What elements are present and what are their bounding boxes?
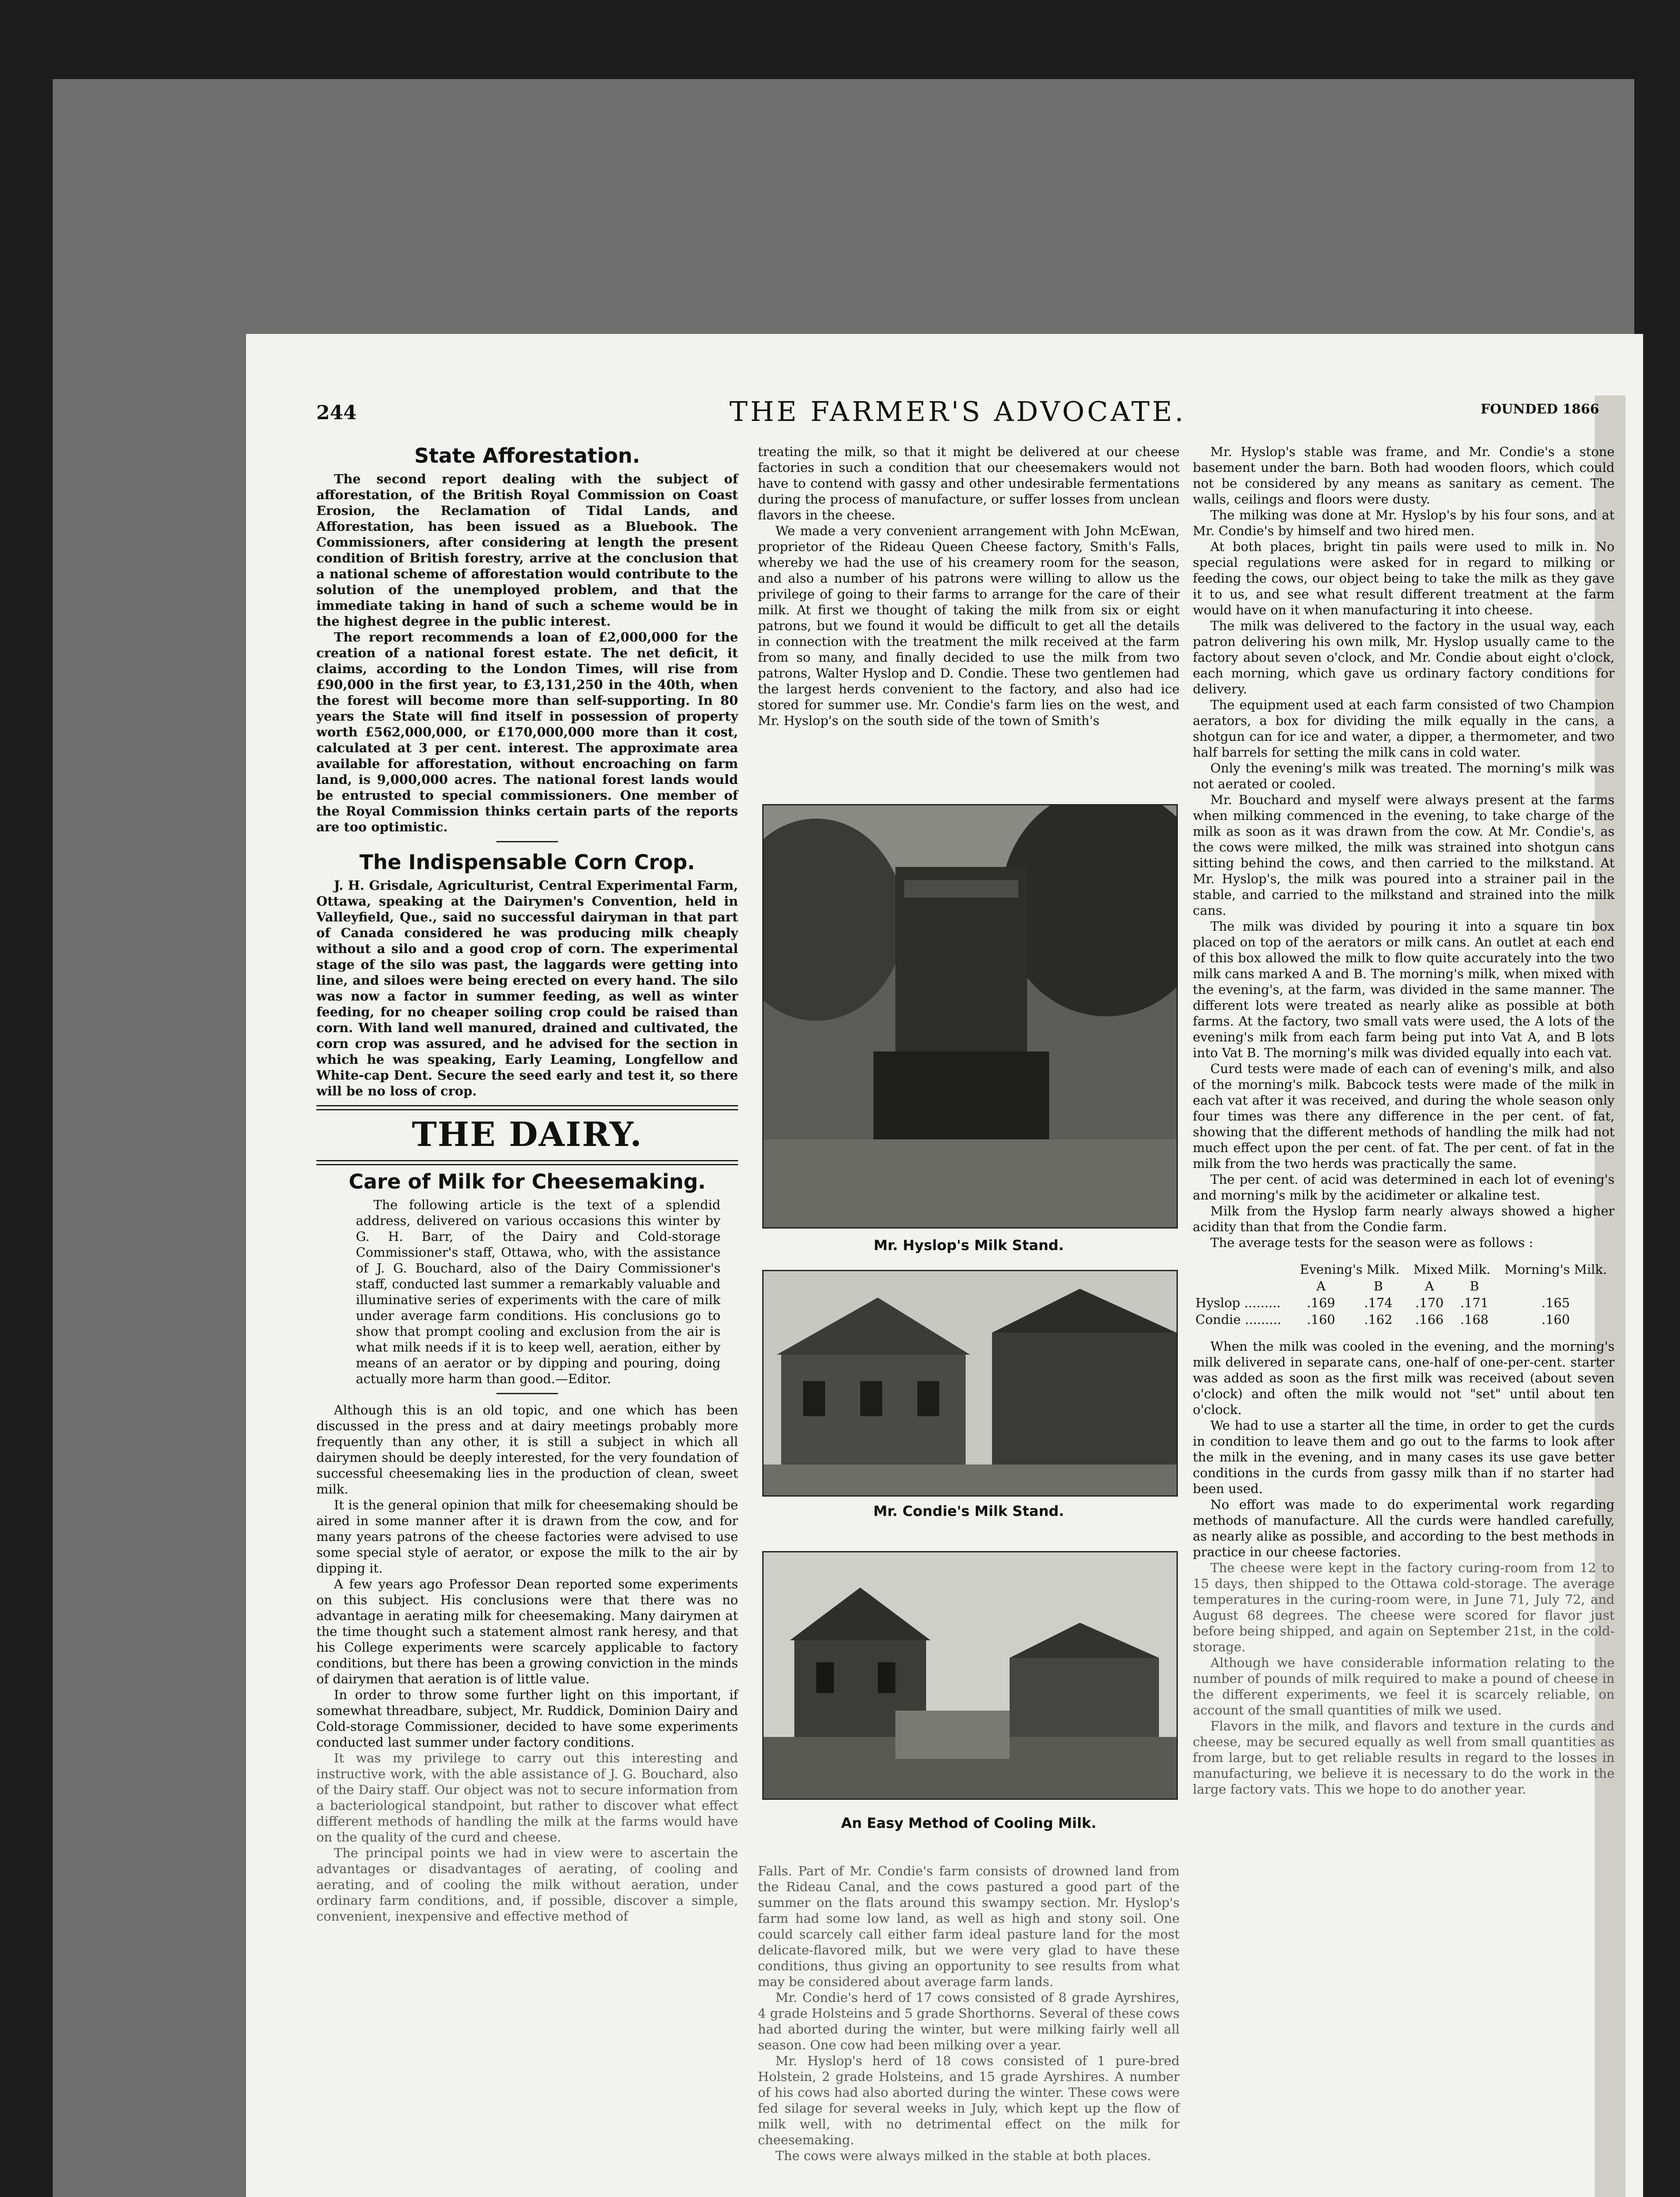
paragraph: In order to throw some further light on this important, if somewhat threadbare, subject, Mr. Ruddick, Dominion Dairy and Cold-storage Commissioner, decided to have some experiments conducted last summer under factory conditions. — [316, 1687, 738, 1750]
photo-hyslop-image — [764, 805, 1177, 1227]
article-corn-crop — [316, 850, 738, 1099]
column-2-bottom — [758, 1863, 1180, 2164]
paragraph: Mr. Bouchard and myself were always present at the farms when milking commenced in the evening, to take charge of the milk as soon as it was drawn from the cow. At Mr. Condie's, as the cows were milked, the milk was strained into shotgun cans sitting behind the cows, and then carried to the milkstand. At Mr. Hyslop's, the milk was poured into a strainer pail in the stable, and carried to the milkstand and strained into the milk cans. — [1193, 792, 1615, 918]
paragraph: The second report dealing with the subject of afforestation, of the British Royal Commission on Coast Erosion, the Reclamation of Tidal Lands, and Afforestation, has been issued as a Bluebook. The Commissioners, after considering at length the present condition of British forestry, arrive at the conclusion that a national scheme of afforestation would contribute to the solution of the unemployed problem, and that the immediate taking in hand of such a scheme would be in the highest degree in the public interest. — [316, 471, 738, 629]
table-cell: .169 — [1307, 1295, 1336, 1310]
section-divider — [316, 1160, 738, 1165]
divider — [496, 1393, 558, 1394]
table-cell: .166 — [1415, 1312, 1444, 1327]
editor-intro — [316, 1197, 738, 1387]
photo-condie-image — [764, 1271, 1177, 1495]
row-label: Condie ......... — [1195, 1312, 1282, 1327]
photo-cooling-milk — [762, 1551, 1178, 1800]
paragraph: Although we have considerable information relating to the number of pounds of milk required to make a pound of cheese in the different experiments, we feel it is scarcely reliable, on account of the small quantities of milk we used. — [1193, 1655, 1615, 1718]
heading-afforestation: State Afforestation. — [414, 444, 640, 468]
paragraph: The milk was delivered to the factory in the usual way, each patron delivering his own milk, Mr. Hyslop usually came to the factory about seven o'clock, and Mr. Condie about eight o'clock, each morning, which gave us ordinary factory conditions for delivery. — [1193, 618, 1615, 696]
caption-condie: Mr. Condie's Milk Stand. — [873, 1503, 1064, 1519]
paragraph: It was my privilege to carry out this interesting and instructive work, with the able assistance of J. G. Bouchard, also of the Dairy staff. Our object was not to secure information from a bacteriological standpoint, but rather to discover what effect different methods of handling the milk at the farms would have on the quality of the curd and cheese. — [316, 1751, 738, 1845]
table-cell: .160 — [1541, 1312, 1570, 1327]
table-cell: .165 — [1541, 1295, 1570, 1310]
paragraph: The average tests for the season were as follows : — [1210, 1235, 1533, 1250]
table-cell: .162 — [1364, 1312, 1393, 1327]
table-cell: .171 — [1460, 1295, 1489, 1310]
table-row — [1193, 1294, 1615, 1311]
table-corner — [1193, 1278, 1293, 1294]
table-row — [1193, 1311, 1615, 1328]
heading-corn-crop: The Indispensable Corn Crop. — [359, 850, 695, 874]
publication-title: THE FARMER'S ADVOCATE. — [729, 395, 1186, 428]
intro-paragraph: The following article is the text of a splendid address, delivered on various occasions this winter by G. H. Barr, of the Dairy and Cold-storage Commissioner's staff, Ottawa, who, with the assistance of J. G. Bouchard, also of the Dairy Commissioner's staff, conducted last summer a remarkably valuable and illuminative series of experiments with the care of milk under average farm conditions. His conclusions go to show that prompt cooling and exclusion from the air is what milk needs if it is to keep well, aeration, either by means of an aerator or by dipping and pouring, doing actually more harm than good.—Editor. — [356, 1197, 721, 1386]
paragraph: It is the general opinion that milk for cheesemaking should be aired in some manner after it is drawn from the cow, and for many years patrons of the cheese factories were advised to use some special style of aerator, or expose the milk to the air by dipping it. — [316, 1497, 738, 1576]
column-2-top — [758, 444, 1180, 729]
paragraph: The per cent. of acid was determined in each lot of evening's and morning's milk by the acidimeter or alkaline test. — [1193, 1172, 1615, 1203]
column-1 — [316, 444, 738, 1924]
section-divider — [316, 1105, 738, 1110]
table-cell: .160 — [1307, 1312, 1336, 1327]
caption-hyslop: Mr. Hyslop's Milk Stand. — [873, 1237, 1064, 1254]
paragraph: At both places, bright tin pails were used to milk in. No special regulations were asked for in regard to milking or feeding the cows, our object being to take the milk as they gave it to us, and see what result different treatment at the farm would have on it when manufacturing it into cheese. — [1193, 539, 1615, 617]
article-afforestation — [316, 444, 738, 835]
row-label: Hyslop ......... — [1195, 1295, 1281, 1310]
photo-condie-milk-stand — [762, 1270, 1178, 1497]
paragraph: We had to use a starter all the time, in order to get the curds in condition to leave them and go out to the farms to look after the milk in the evening, and in many cases its use gave better conditions in the curds from gassy milk than if no starter had been used. — [1193, 1418, 1615, 1496]
divider — [496, 841, 558, 842]
paragraph: Curd tests were made of each can of evening's milk, and also of the morning's milk. Babcock tests were made of the milk in each vat after it was received, and during the whole season only four times was there any difference in the per cent. of fat, showing that the different methods of handling the milk had not much effect upon the per cent. of fat. The per cent. of fat in the milk from the two herds was practically the same. — [1193, 1061, 1615, 1171]
table-sub-header — [1497, 1278, 1615, 1294]
paragraph: Although this is an old topic, and one which has been discussed in the press and at dairy meetings probably more frequently than any other, it is still a subject in which all dairymen should be deeply interested, for the very foundation of successful cheesemaking lies in the production of clean, sweet milk. — [316, 1403, 738, 1497]
photo-hyslop-milk-stand — [762, 804, 1178, 1229]
paragraph: No effort was made to do experimental work regarding methods of manufacture. All the curds were handled carefully, as nearly alike as possible, and according to the best methods in practice in our cheese factories. — [1193, 1497, 1615, 1559]
paragraph: Mr. Condie's herd of 17 cows consisted of 8 grade Ayrshires, 4 grade Holsteins and 5 grade Shorthorns. Several of these cows had aborted during the winter, but were milking fairly well all season. One cow had been milking over a year. — [758, 1990, 1180, 2052]
paragraph: The principal points we had in view were to ascertain the advantages or disadvantages of aerating, of cooling and aerating, and of cooling the milk without aeration, under ordinary farm conditions, and, if possible, discover a simple, convenient, inexpensive and effective method of — [316, 1845, 738, 1924]
faded-text — [316, 1750, 738, 1924]
paragraph: The milk was divided by pouring it into a square tin box placed on top of the aerators or milk cans. An outlet at each end of this box allowed the milk to flow quite accurately into the two milk cans marked A and B. The morning's milk, when mixed with the evening's, at the farm, was divided in the same manner. The different lots were treated as nearly alike as possible at both farms. At the factory, two small vats were used, the A lots of the evening's milk from each farm being put into Vat A, and B lots into Vat B. The morning's milk was divided equally into each vat. — [1193, 919, 1615, 1060]
table-sub-header-row — [1193, 1278, 1615, 1294]
paragraph: We made a very convenient arrangement with John McEwan, proprietor of the Rideau Queen Cheese factory, Smith's Falls, whereby we had the use of his creamery room for the season, and also a number of his patrons were willing to allow us the privilege of going to their farms to arrange for the care of their milk. At first we thought of taking the milk from six or eight patrons, but we found it would be difficult to get all the details in connection with the treatment the milk received at the farm from so many, and finally decided to use the milk from two patrons, Walter Hyslop and D. Condie. These two gentlemen had the largest herds convenient to the factory, and also had ice stored for summer use. Mr. Condie's farm lies on the west, and Mr. Hyslop's on the south side of the town of Smith's — [758, 523, 1180, 728]
heading-care-of-milk: Care of Milk for Cheesemaking. — [348, 1170, 706, 1193]
table-group-header: Mixed Milk. — [1413, 1262, 1491, 1277]
paragraph: The cheese were kept in the factory curing-room from 12 to 15 days, then shipped to the Ottawa cold-storage. The average temperatures in the curing-room were, in June 71, July 72, and August 68 degrees. The cheese were scored for flavor just before being shipped, and again on September 21st, in the cold-storage. — [1193, 1560, 1615, 1654]
article-body — [316, 1402, 738, 1924]
table-group-header: Evening's Milk. — [1300, 1262, 1400, 1277]
photo-cooling-image — [764, 1552, 1177, 1798]
table-group-header-row — [1193, 1261, 1615, 1278]
table-sub-header: B — [1470, 1279, 1479, 1294]
table-sub-header: A — [1316, 1279, 1326, 1294]
column-3 — [1193, 444, 1615, 1797]
table-sub-header: A — [1425, 1279, 1434, 1294]
table-cell: .174 — [1364, 1295, 1393, 1310]
paragraph: The cows were always milked in the stable at both places. — [775, 2148, 1151, 2163]
paragraph: Mr. Hyslop's herd of 18 cows consisted of 1 pure-bred Holstein, 2 grade Holsteins, and 15 grade Ayrshires. A number of his cows had also aborted during the winter. These cows were fed silage for several weeks in July, which kept up the flow of milk well, with no detrimental effect on the milk for cheesemaking. — [758, 2053, 1180, 2147]
paragraph: When the milk was cooled in the evening, and the morning's milk delivered in separate cans, one-half of one-per-cent. starter was added as soon as the first milk was received (about seven o'clock) and often the milk would not "set" until about ten o'clock. — [1193, 1339, 1615, 1417]
page-number: 244 — [316, 402, 357, 424]
paragraph: Milk from the Hyslop farm nearly always showed a higher acidity than that from the Condie farm. — [1193, 1204, 1615, 1234]
page-header — [316, 395, 1599, 431]
paragraph: J. H. Grisdale, Agriculturist, Central Experimental Farm, Ottawa, speaking at the Dairymen's Convention, held in Valleyfield, Que., said no successful dairyman in that part of Canada considered he was producing milk cheaply without a silo and a good crop of corn. The experimental stage of the silo was past, the laggards were getting into line, and siloes were being erected on every hand. The silo was now a factor in summer feeding, as well as winter feeding, for no cheaper soiling crop could be raised than corn. With land well manured, drained and cultivated, the corn crop was assured, and he advised for the section in which he was speaking, Early Leaming, Longfellow and White-cap Dent. Secure the seed early and test it, so there will be no loss of crop. — [316, 878, 738, 1098]
founded-label: FOUNDED 1866 — [1481, 402, 1599, 417]
paragraph: Falls. Part of Mr. Condie's farm consists of drowned land from the Rideau Canal, and the cows pastured a good part of the summer on the flats around this swampy section. Mr. Hyslop's farm had some low land, as well as high and stony soil. One could scarcely call either farm ideal pasture land for the most delicate-flavored milk, but we were very glad to have these conditions, thus giving an opportunity to see results from what may be considered about average farm lands. — [758, 1863, 1180, 1989]
paragraph: A few years ago Professor Dean reported some experiments on this subject. His conclusions were that there was no advantage in aerating milk for cheesemaking. Many dairymen at the time thought such a statement almost rank heresy, and that his College experiments were scarcely applicable to factory conditions, but there has been a growing conviction in the minds of dairymen that aeration is of little value. — [316, 1577, 738, 1686]
paragraph: Flavors in the milk, and flavors and texture in the curds and cheese, may be secured equally as well from small quantities as from large, but to get reliable results in regard to the losses in manufacturing, we believe it is necessary to do the work in the large factory vats. This we hope to do another year. — [1193, 1718, 1615, 1797]
faded-text — [1193, 1560, 1615, 1797]
paragraph: treating the milk, so that it might be delivered at our cheese factories in such a condition that our cheesemakers would not have to contend with gassy and other undesirable fermentations during the process of manufacture, or suffer losses from unclean flavors in the cheese. — [758, 444, 1180, 522]
paragraph: Mr. Hyslop's stable was frame, and Mr. Condie's a stone basement under the barn. Both had wooden floors, which could not be considered by any means as sanitary as cement. The walls, ceilings and floors were dusty. — [1193, 444, 1615, 507]
table-sub-header: B — [1373, 1279, 1383, 1294]
paragraph: Only the evening's milk was treated. The morning's milk was not aerated or cooled. — [1193, 761, 1615, 791]
paragraph: The report recommends a loan of £2,000,000 for the creation of a national forest estate. The net deficit, it claims, according to the London Times, will rise from £90,000 in the first year, to £3,131,250 in the 40th, when the forest will become more than self-supporting. In 80 years the State will find itself in possession of property worth £562,000,000, or £170,000,000 more than it cost, calculated at 3 per cent. interest. The approximate area available for afforestation, without encroaching on farm land, is 9,000,000 acres. The national forest lands would be entrusted to special commissioners. One member of the Royal Commission thinks certain parts of the reports are too optimistic. — [316, 630, 738, 834]
table-cell: .168 — [1460, 1312, 1489, 1327]
acidity-table — [1193, 1261, 1615, 1328]
paragraph: The equipment used at each farm consisted of two Champion aerators, a box for dividing the milk equally in the cans, a shotgun can for ice and water, a dipper, a thermometer, and two half barrels for setting the milk cans in cold water. — [1193, 697, 1615, 760]
table-group-header: Morning's Milk. — [1504, 1262, 1607, 1277]
table-corner — [1193, 1261, 1293, 1278]
caption-cooling: An Easy Method of Cooling Milk. — [841, 1815, 1097, 1831]
table-cell: .170 — [1415, 1295, 1444, 1310]
dairy-section-heading: THE DAIRY. — [412, 1115, 643, 1154]
paragraph: The milking was done at Mr. Hyslop's by his four sons, and at Mr. Condie's by himself and two hired men. — [1193, 508, 1615, 538]
